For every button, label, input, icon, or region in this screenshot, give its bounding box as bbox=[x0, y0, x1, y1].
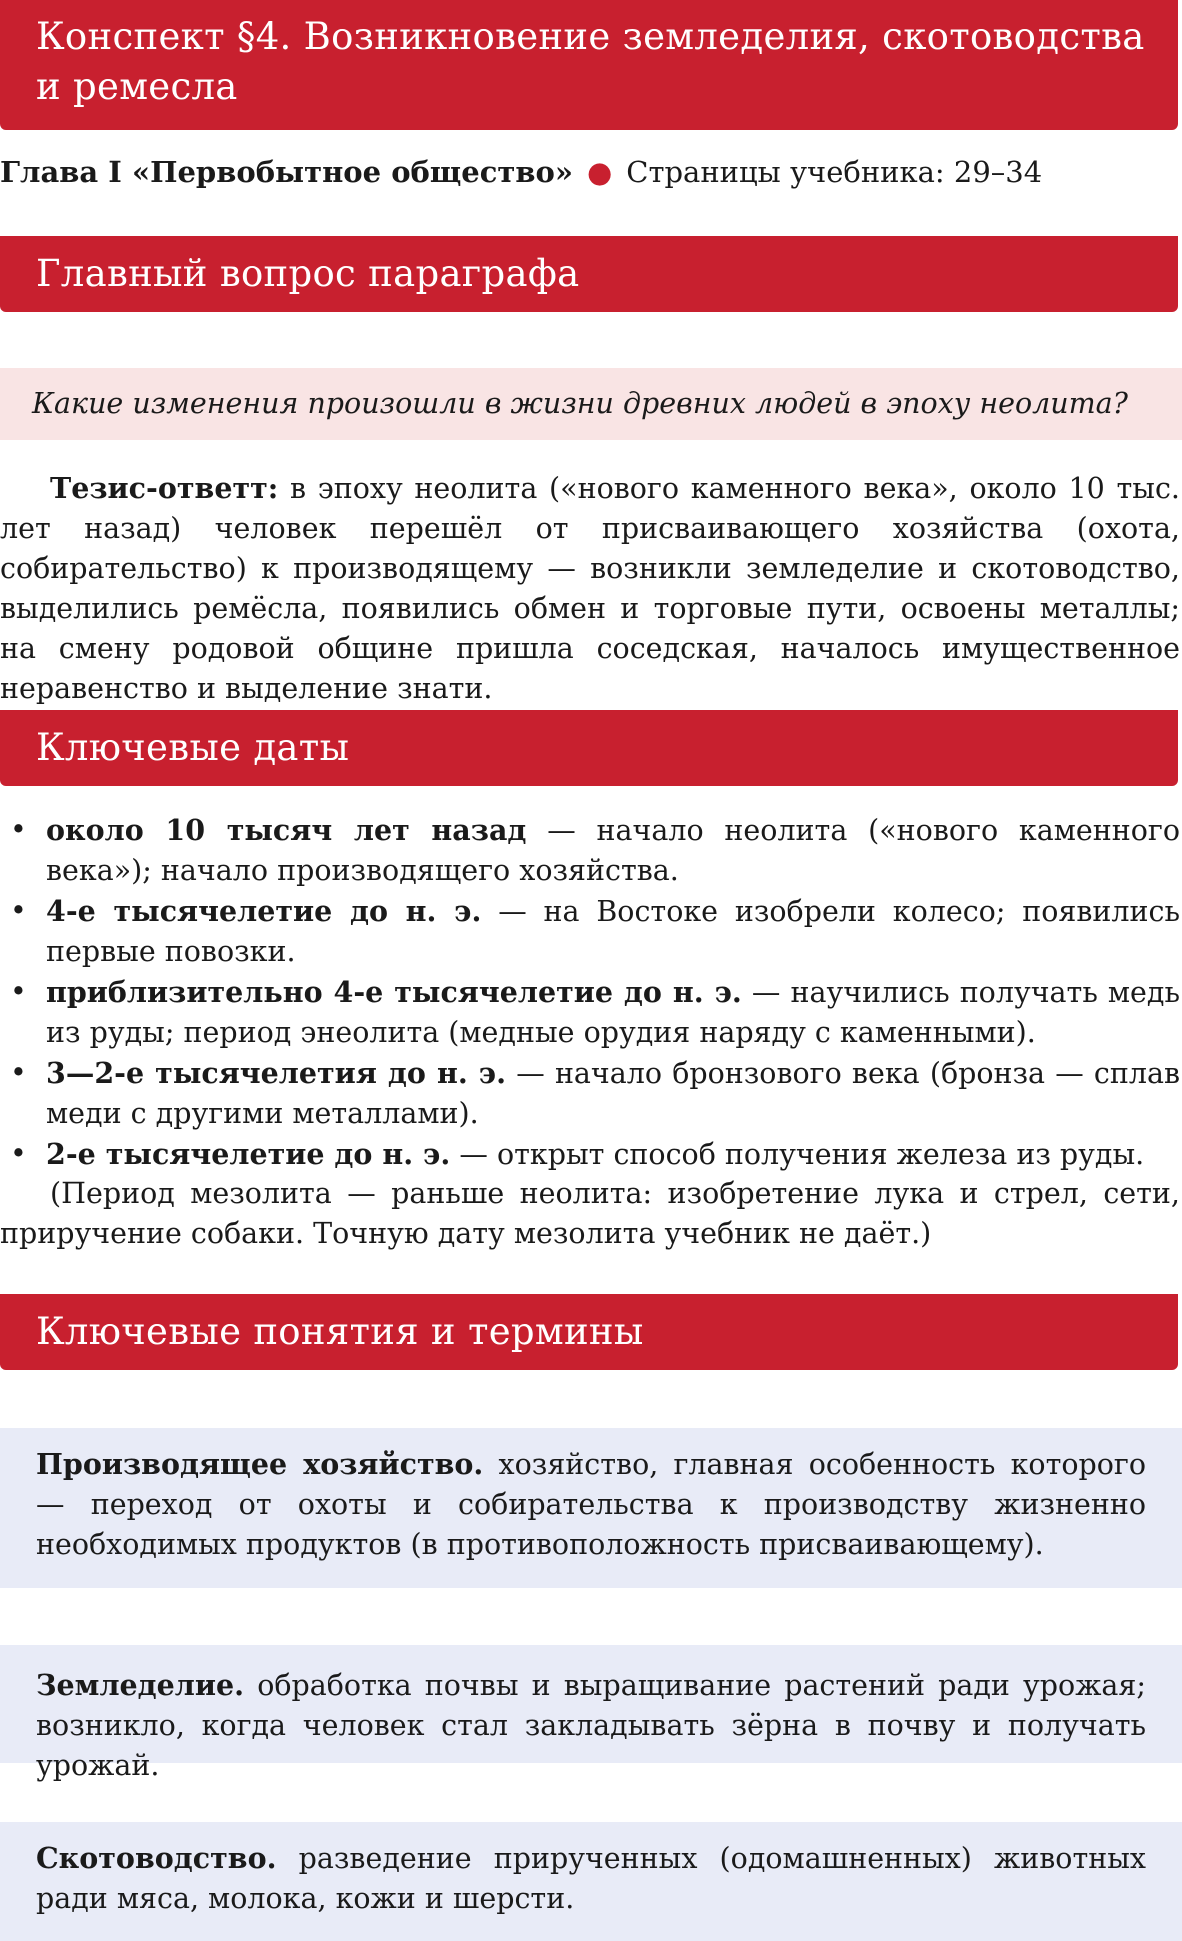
thesis-text: в эпоху неолита («нового каменного века», около 10 тыс. лет назад) человек перешёл от присваивающего хозяйства (охота, собирательство) к производящему — возникли земледелие и скотоводство, выделились ремёсла, появились обмен и торговые пути, освоены металлы; на смену родовой общине пришла соседская, началось имущественное неравенство и выделение знати. bbox=[0, 472, 1180, 705]
date-value: 3—2-е тысячелетия до н. э. bbox=[46, 1056, 507, 1090]
date-item bbox=[0, 810, 1180, 891]
main-question-heading: Главный вопрос параграфа bbox=[36, 252, 580, 295]
date-value: 2-е тысячелетие до н. э. bbox=[46, 1137, 451, 1171]
date-description: — начало неолита («нового каменного века»); начало производящего хозяйства. bbox=[46, 814, 1181, 887]
bullet-icon: • bbox=[10, 813, 27, 846]
chapter-label: Глава I «Первобытное общество» bbox=[0, 155, 573, 189]
date-description: — открыт способ получения железа из руды. bbox=[450, 1138, 1145, 1171]
date-description: — научились получать медь из руды; период энеолита (медные орудия наряду с каменными). bbox=[46, 976, 1180, 1049]
term-name: Земледелие. bbox=[36, 1668, 245, 1702]
main-question-banner bbox=[0, 236, 1178, 312]
date-value: 4-е тысячелетие до н. э. bbox=[46, 894, 482, 928]
date-value: приблизительно 4-е тысячелетие до н. э. bbox=[46, 975, 742, 1009]
term-definition: хозяйство, главная особенность которого — переход от охоты и собирательства к производству жизненно необходимых продуктов (в противоположность присваивающему). bbox=[36, 1448, 1146, 1561]
term-name: Производящее хозяйство. bbox=[36, 1447, 484, 1481]
chapter-line bbox=[0, 152, 1042, 192]
main-question-box bbox=[0, 368, 1182, 440]
date-item bbox=[0, 891, 1180, 972]
date-item bbox=[0, 1134, 1180, 1175]
title-banner bbox=[0, 0, 1178, 130]
terms-banner bbox=[0, 1294, 1178, 1370]
date-item bbox=[0, 1053, 1180, 1134]
term-card bbox=[0, 1428, 1182, 1588]
term-card bbox=[0, 1645, 1182, 1782]
main-question-text: Какие изменения произошли в жизни древних людей в эпоху неолита? bbox=[32, 387, 1128, 420]
date-description: — на Востоке изобрели колесо; появились первые повозки. bbox=[46, 895, 1180, 968]
term-definition: обработка почвы и выращивание растений ради урожая; возникло, когда человек стал закладывать зёрна в почву и получать урожай. bbox=[36, 1669, 1146, 1782]
mesolithic-note: (Период мезолита — раньше неолита: изобретение лука и стрел, сети, приручение собаки. Точную дату мезолита учебник не даёт.) bbox=[0, 1177, 1180, 1250]
bullet-icon: • bbox=[10, 975, 27, 1008]
bullet-icon: • bbox=[10, 1137, 27, 1170]
bullet-icon: • bbox=[10, 894, 27, 927]
date-value: около 10 тысяч лет назад bbox=[46, 813, 527, 847]
term-card bbox=[0, 1822, 1182, 1941]
key-dates-banner bbox=[0, 710, 1178, 786]
bullet-dot-icon: ● bbox=[586, 155, 613, 189]
term-name: Скотоводство. bbox=[36, 1841, 277, 1875]
key-dates-list bbox=[0, 810, 1180, 1175]
textbook-pages: Страницы учебника: 29–34 bbox=[626, 155, 1043, 189]
date-item bbox=[0, 972, 1180, 1053]
key-dates-heading: Ключевые даты bbox=[36, 726, 350, 769]
term-definition: разведение прирученных (одомашненных) животных ради мяса, молока, кожи и шерсти. bbox=[36, 1842, 1146, 1915]
thesis-answer bbox=[0, 468, 1180, 709]
page-title: Конспект §4. Возникновение земледелия, скотоводства и ремесла bbox=[36, 15, 1145, 108]
thesis-label: Тезис-ответт: bbox=[50, 471, 279, 505]
bullet-icon: • bbox=[10, 1056, 27, 1089]
terms-heading: Ключевые понятия и термины bbox=[36, 1310, 644, 1353]
date-description: — начало бронзового века (бронза — сплав меди с другими металлами). bbox=[46, 1057, 1180, 1130]
